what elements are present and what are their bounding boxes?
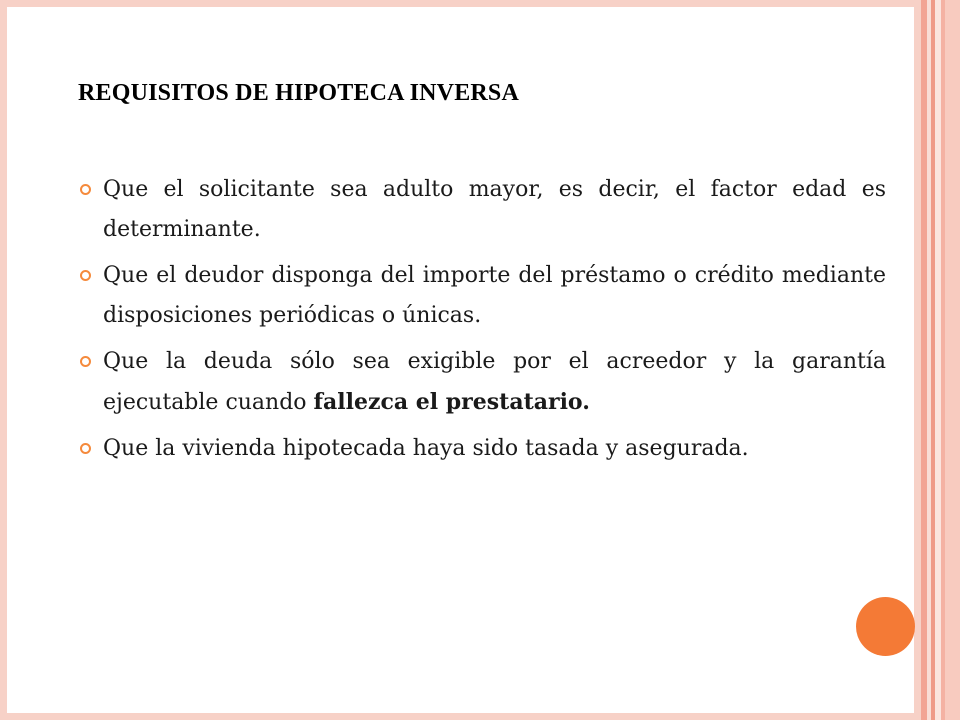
- decorative-circle: [856, 597, 915, 656]
- bullet-text-bold: fallezca el prestatario.: [313, 389, 590, 415]
- slide-title: REQUISITOS DE HIPOTECA INVERSA: [78, 80, 520, 106]
- bullet-text: Que la deuda sólo sea exigible por el acreedor y la garantía ejecutable cuando: [103, 349, 886, 415]
- bullet-ring-icon: [80, 184, 91, 195]
- bullet-item: [78, 170, 886, 250]
- bullet-ring-icon: [80, 270, 91, 281]
- bullet-item: [78, 256, 886, 336]
- bullet-item: [78, 429, 886, 469]
- bullet-list: [78, 170, 886, 475]
- bullet-ring-icon: [80, 356, 91, 367]
- bullet-ring-icon: [80, 443, 91, 454]
- bullet-item: [78, 342, 886, 423]
- bullet-text: Que el solicitante sea adulto mayor, es decir, el factor edad es determinante.: [103, 177, 886, 242]
- bullet-text: Que la vivienda hipotecada haya sido tasada y asegurada.: [103, 436, 749, 461]
- bullet-text: Que el deudor disponga del importe del préstamo o crédito mediante disposiciones periódicas o únicas.: [103, 263, 886, 328]
- decorative-stripe: [945, 0, 960, 720]
